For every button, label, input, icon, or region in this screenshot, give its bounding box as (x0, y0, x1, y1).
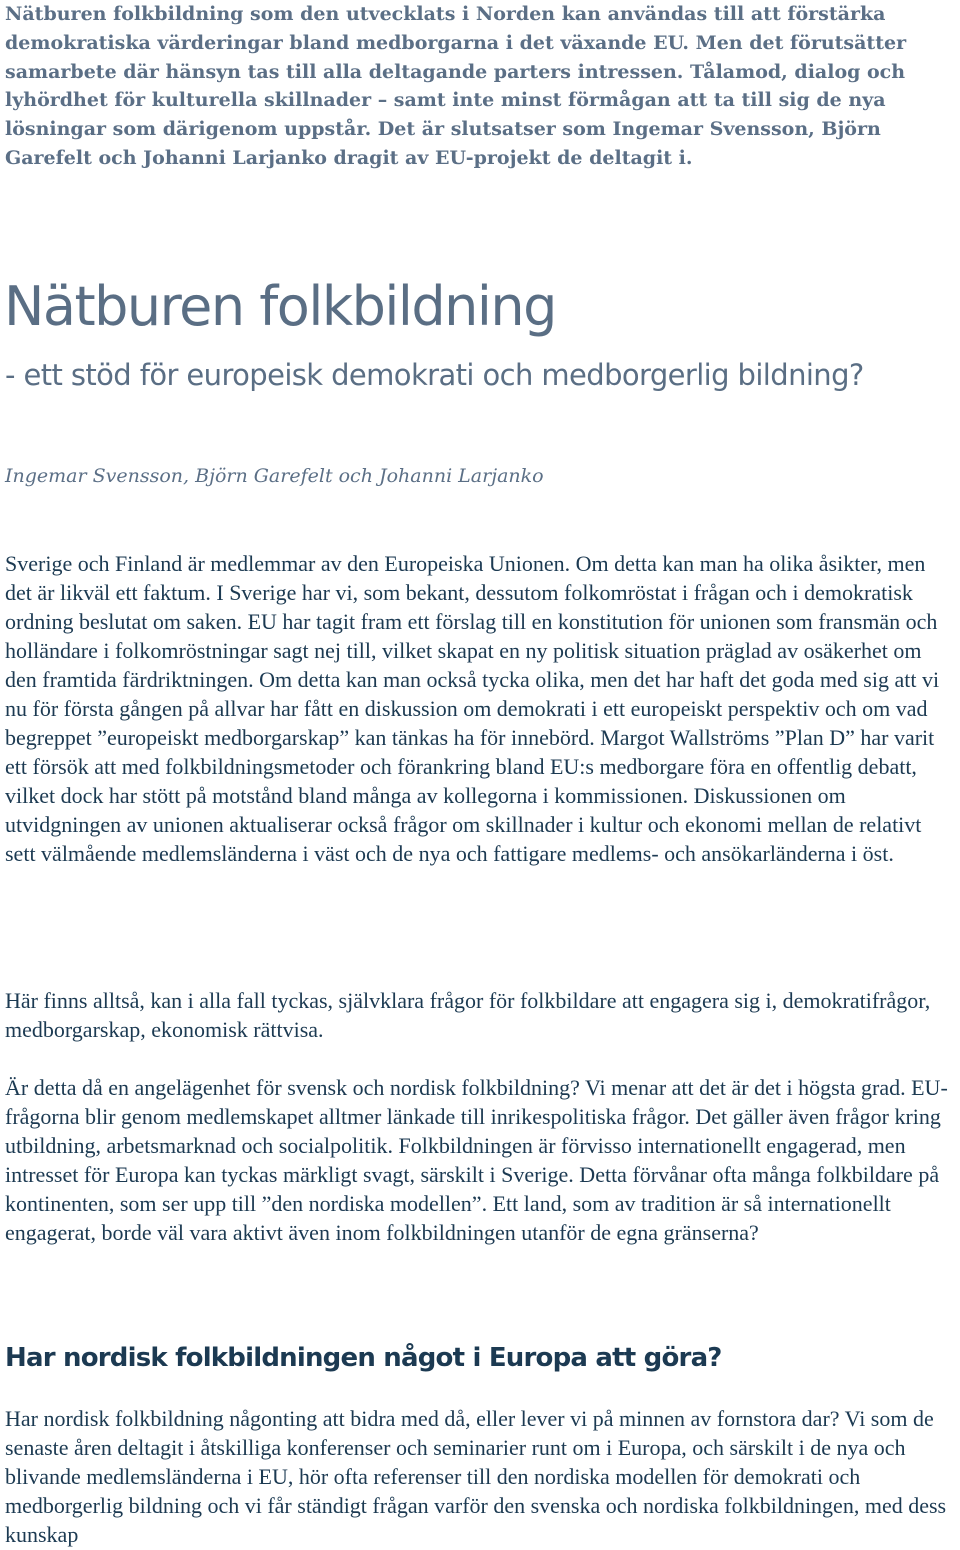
authors-byline: Ingemar Svensson, Björn Garefelt och Johanni Larjanko (5, 465, 544, 487)
intro-paragraph: Nätburen folkbildning som den utvecklats i Norden kan användas till att förstärka demokratiska värderingar bland medborgarna i det växande EU. Men det förutsätter samarbete där hänsyn tas till alla deltagande parters intressen. Tålamod, dialog och lyhördhet för kulturella skillnader – samt inte minst förmågan att ta till sig de nya lösningar som därigenom uppstår. Det är slutsatser som Ingemar Svensson, Björn Garefelt och Johanni Larjanko dragit av EU-projekt de deltagit i. (5, 3, 907, 169)
body-paragraph-2: Här finns alltså, kan i alla fall tyckas, självklara frågor för folkbildare att engagera sig i, demokratifrågor, medborgarskap, ekonomisk rättvisa. (5, 988, 931, 1042)
body-paragraph-1: Sverige och Finland är medlemmar av den Europeiska Unionen. Om detta kan man ha olika åsikter, men det är likväl ett faktum. I Sverige har vi, som bekant, dessutom folkomröstat i frågan och i demokratisk ordning beslutat om saken. EU har tagit fram ett förslag till en konstitution för unionen som fransmän och holländare i folkomröstningar sagt nej till, vilket skapat en ny politisk situation präglad av osäkerhet om den framtida färdriktningen. Om detta kan man också tycka olika, men det har haft det goda med sig att vi nu för första gången på allvar har fått en diskussion om demokrati i ett europeiskt perspektiv och om vad begreppet ”europeiskt medborgarskap” kan tänkas ha för innebörd. Margot Wallströms ”Plan D” har varit ett försök att med folkbildningsmetoder och förankring bland EU:s medborgare föra en offentlig debatt, vilket dock har stött på motstånd bland många av kollegorna i kommissionen. Diskussionen om utvidgningen av unionen aktualiserar också frågor om skillnader i kultur och ekonomi mellan de relativt sett välmående medlemsländerna i väst och de nya och fattigare medlems- och ansökarländerna i öst. (5, 551, 940, 866)
section-heading: Har nordisk folkbildningen något i Europa att göra? (5, 1343, 722, 1373)
page-title: Nätburen folkbildning (4, 275, 556, 338)
body-paragraph-3: Är detta då en angelägenhet för svensk och nordisk folkbildning? Vi menar att det är det i högsta grad. EU-frågorna blir genom medlemskapet alltmer länkade till inrikespolitiska frågor. Det gäller även frågor kring utbildning, arbetsmarknad och socialpolitik. Folkbildningen är förvisso internationellt engagerad, men intresset för Europa kan tyckas märkligt svagt, särskilt i Sverige. Detta förvånar ofta många folkbildare på kontinenten, som ser upp till ”den nordiska modellen”. Ett land, som av tradition är så internationellt engagerat, borde väl vara aktivt även inom folkbildningen utanför de egna gränserna? (5, 1075, 948, 1245)
page-subtitle: - ett stöd för europeisk demokrati och medborgerlig bildning? (5, 358, 864, 392)
body-paragraph-4: Har nordisk folkbildning någonting att bidra med då, eller lever vi på minnen av fornstora dar? Vi som de senaste åren deltagit i åtskilliga konferenser och seminarier runt om i Europa, och särskilt i de nya och blivande medlemsländerna i EU, hör ofta referenser till den nordiska modellen för demokrati och medborgerlig bildning och vi får ständigt frågan varför den svenska och nordiska folkbildningen, med dess kunskap (5, 1406, 947, 1547)
